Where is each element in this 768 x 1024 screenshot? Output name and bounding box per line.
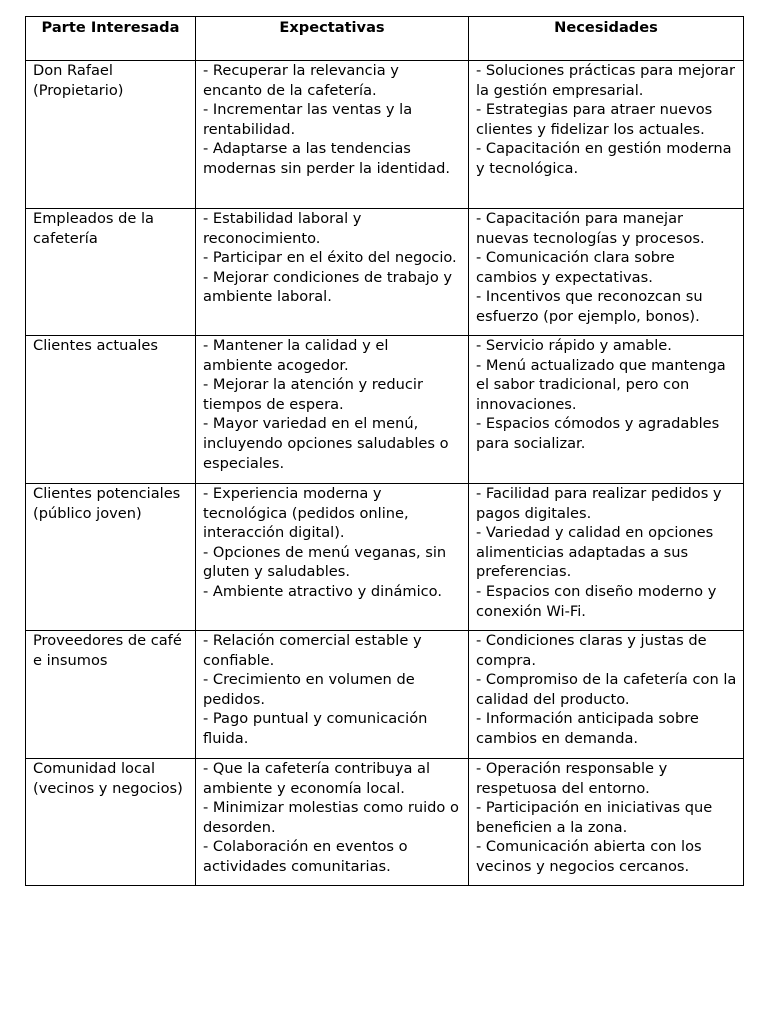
expectations-cell xyxy=(196,484,469,631)
expectation-item: - Crecimiento en volumen de pedidos. xyxy=(203,671,415,708)
table-row xyxy=(26,484,744,631)
expectation-item: - Mejorar condiciones de trabajo y ambiente laboral. xyxy=(203,268,453,306)
need-item: - Variedad y calidad en opciones alimenticias adaptadas a sus preferencias. xyxy=(476,524,714,581)
need-item: - Capacitación para manejar nuevas tecnologías y procesos. xyxy=(476,210,705,247)
party-cell: Clientes potenciales (público joven) xyxy=(26,484,196,631)
need-item: - Capacitación en gestión moderna y tecnológica. xyxy=(476,140,732,177)
needs-cell xyxy=(469,631,744,759)
need-item: - Operación responsable y respetuosa del entorno. xyxy=(476,760,668,797)
expectation-item: - Pago puntual y comunicación fluida. xyxy=(203,710,428,747)
table-row xyxy=(26,209,744,336)
expectations-cell xyxy=(196,61,469,209)
stakeholder-table xyxy=(25,16,744,886)
expectation-item: - Opciones de menú veganas, sin gluten y saludables. xyxy=(203,543,447,581)
expectations-cell xyxy=(196,759,469,886)
need-item: - Compromiso de la cafetería con la calidad del producto. xyxy=(476,671,737,708)
table-row xyxy=(26,759,744,886)
needs-cell xyxy=(469,209,744,336)
expectation-item: - Incrementar las ventas y la rentabilidad. xyxy=(203,101,413,138)
need-item: - Información anticipada sobre cambios en demanda. xyxy=(476,710,699,747)
expectations-cell xyxy=(196,336,469,484)
needs-cell xyxy=(469,336,744,484)
table-row xyxy=(26,336,744,484)
need-item: - Servicio rápido y amable. xyxy=(476,337,672,354)
need-item: - Condiciones claras y justas de compra. xyxy=(476,632,707,669)
party-cell: Proveedores de café e insumos xyxy=(26,631,196,759)
expectation-item: - Colaboración en eventos o actividades comunitarias. xyxy=(203,838,408,875)
expectation-item: - Mantener la calidad y el ambiente acogedor. xyxy=(203,337,389,374)
need-item: - Soluciones prácticas para mejorar la gestión empresarial. xyxy=(476,62,736,99)
expectation-item: - Minimizar molestias como ruido o desorden. xyxy=(203,799,459,836)
expectation-item: - Recuperar la relevancia y encanto de la cafetería. xyxy=(203,62,399,99)
need-item: - Espacios con diseño moderno y conexión Wi-Fi. xyxy=(476,582,717,620)
expectation-item: - Ambiente atractivo y dinámico. xyxy=(203,582,442,600)
party-cell: Clientes actuales xyxy=(26,336,196,484)
expectation-item: - Adaptarse a las tendencias modernas sin perder la identidad. xyxy=(203,140,451,177)
need-item: - Espacios cómodos y agradables para socializar. xyxy=(476,415,720,452)
needs-cell xyxy=(469,61,744,209)
need-item: - Facilidad para realizar pedidos y pagos digitales. xyxy=(476,485,722,522)
need-item: - Participación en iniciativas que beneficien a la zona. xyxy=(476,799,713,836)
expectation-item: - Participar en el éxito del negocio. xyxy=(203,249,457,267)
expectations-cell xyxy=(196,631,469,759)
table-row xyxy=(26,61,744,209)
header-party: Parte Interesada xyxy=(26,17,196,61)
need-item: - Comunicación abierta con los vecinos y negocios cercanos. xyxy=(476,838,702,875)
table-row xyxy=(26,631,744,759)
expectations-cell xyxy=(196,209,469,336)
expectation-item: - Estabilidad laboral y reconocimiento. xyxy=(203,210,362,247)
expectation-item: - Mayor variedad en el menú, incluyendo opciones saludables o especiales. xyxy=(203,415,449,472)
expectation-item: - Mejorar la atención y reducir tiempos de espera. xyxy=(203,376,423,413)
expectation-item: - Relación comercial estable y confiable. xyxy=(203,632,422,669)
needs-cell xyxy=(469,484,744,631)
header-row xyxy=(26,17,744,61)
header-needs: Necesidades xyxy=(469,17,744,61)
need-item: - Menú actualizado que mantenga el sabor tradicional, pero con innovaciones. xyxy=(476,356,726,413)
party-cell: Empleados de la cafetería xyxy=(26,209,196,336)
need-item: - Incentivos que reconozcan su esfuerzo (por ejemplo, bonos). xyxy=(476,288,703,325)
party-cell: Don Rafael (Propietario) xyxy=(26,61,196,209)
header-expectations: Expectativas xyxy=(196,17,469,61)
party-cell: Comunidad local (vecinos y negocios) xyxy=(26,759,196,886)
expectation-item: - Experiencia moderna y tecnológica (pedidos online, interacción digital). xyxy=(203,485,409,542)
needs-cell xyxy=(469,759,744,886)
need-item: - Estrategias para atraer nuevos clientes y fidelizar los actuales. xyxy=(476,101,713,138)
expectation-item: - Que la cafetería contribuya al ambiente y economía local. xyxy=(203,760,431,797)
need-item: - Comunicación clara sobre cambios y expectativas. xyxy=(476,249,675,286)
